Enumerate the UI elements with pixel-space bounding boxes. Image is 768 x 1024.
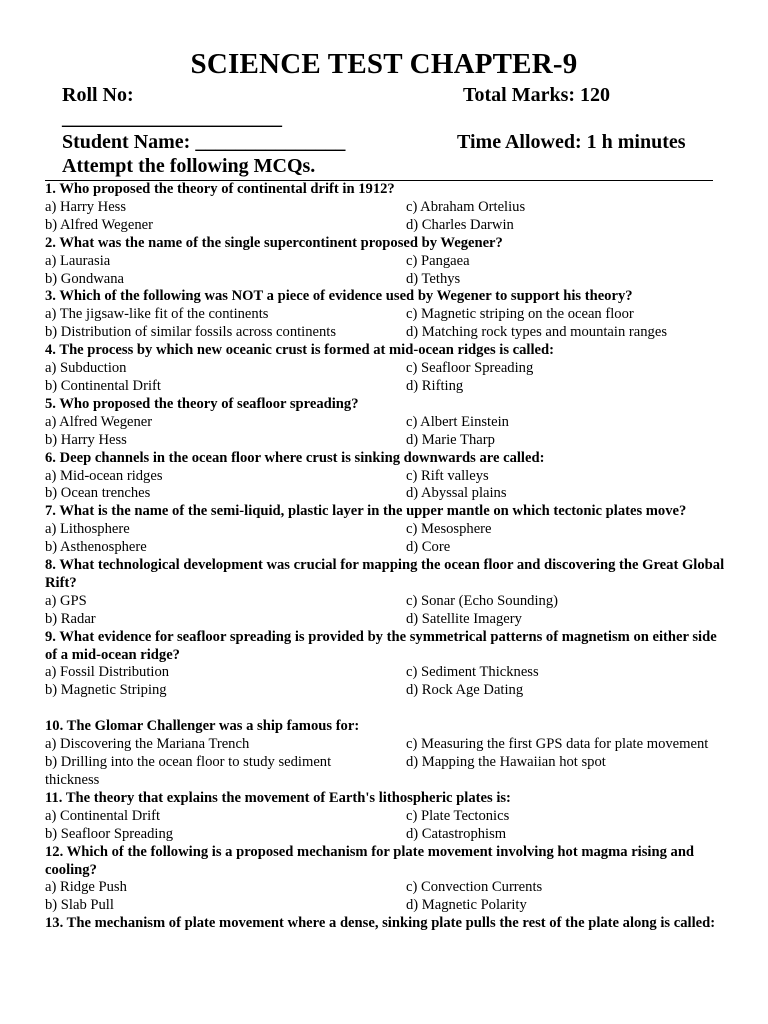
question-text: 3. Which of the following was NOT a piece of evidence used by Wegener to support his theory?: [45, 288, 633, 305]
question-item: [45, 181, 725, 235]
option-a: a) Lithosphere: [45, 521, 130, 538]
option-c: c) Albert Einstein: [406, 413, 509, 430]
option-c: c) Abraham Ortelius: [406, 198, 526, 215]
option-a: a) Ridge Push: [45, 879, 127, 896]
question-text: 1. Who proposed the theory of continental drift in 1912?: [45, 181, 395, 197]
option-b: b) Slab Pull: [45, 897, 114, 914]
option-d: d) Satellite Imagery: [406, 610, 522, 627]
option-c: c) Plate Tectonics: [406, 807, 510, 824]
question-item: [45, 450, 725, 504]
option-c: c) Sediment Thickness: [406, 664, 539, 681]
option-c: c) Magnetic striping on the ocean floor: [406, 306, 634, 323]
option-b: b) Radar: [45, 610, 96, 627]
student-name: Student Name: _______________: [62, 131, 346, 153]
question-list: [45, 181, 725, 933]
option-c: c) Convection Currents: [406, 879, 543, 896]
option-d: d) Rifting: [406, 377, 464, 394]
option-c: c) Seafloor Spreading: [406, 360, 534, 377]
option-c: c) Rift valleys: [406, 467, 489, 484]
question-item: [45, 342, 725, 396]
question-item: [45, 503, 725, 557]
roll-no-blank: ______________________: [62, 107, 282, 129]
question-text: 5. Who proposed the theory of seafloor spreading?: [45, 395, 359, 412]
question-item: [45, 790, 725, 844]
option-a: a) Subduction: [45, 360, 127, 377]
option-d: d) Rock Age Dating: [406, 682, 524, 699]
option-d: d) Tethys: [406, 270, 461, 287]
option-a: a) Alfred Wegener: [45, 413, 153, 430]
option-b: b) Ocean trenches: [45, 485, 151, 502]
option-a: a) Fossil Distribution: [45, 664, 170, 681]
instruction: Attempt the following MCQs.: [62, 155, 316, 177]
question-text: 4. The process by which new oceanic crust is formed at mid-ocean ridges is called:: [45, 342, 554, 359]
option-b: b) Asthenosphere: [45, 539, 147, 556]
option-a: a) GPS: [45, 592, 87, 609]
option-b: b) Continental Drift: [45, 377, 161, 394]
total-marks: Total Marks: 120: [463, 84, 611, 106]
spacer: [45, 700, 725, 718]
question-text: 11. The theory that explains the movement of Earth's lithospheric plates is:: [45, 789, 511, 806]
option-b: b) Alfred Wegener: [45, 216, 153, 233]
option-a: a) Mid-ocean ridges: [45, 467, 163, 484]
question-item: [45, 718, 725, 790]
question-item: [45, 235, 725, 289]
option-c: c) Sonar (Echo Sounding): [406, 592, 558, 609]
time-allowed: Time Allowed: 1 h minutes: [457, 131, 686, 153]
option-b: b) Harry Hess: [45, 431, 127, 448]
question-item: [45, 557, 725, 629]
question-text: 2. What was the name of the single supercontinent proposed by Wegener?: [45, 234, 503, 251]
option-a: a) Continental Drift: [45, 807, 161, 824]
option-a: a) Harry Hess: [45, 198, 127, 215]
question-text: 13. The mechanism of plate movement where a dense, sinking plate pulls the rest of the plate along is called:: [45, 915, 716, 932]
option-d: d) Mapping the Hawaiian hot spot: [406, 754, 606, 771]
question-item: [45, 288, 725, 342]
option-b: b) Gondwana: [45, 270, 125, 287]
option-c: c) Mesosphere: [406, 521, 492, 538]
question-item: [45, 915, 725, 933]
page-title: SCIENCE TEST CHAPTER-9: [190, 48, 578, 80]
question-text: 8. What technological development was crucial for mapping the ocean floor and discovering the Great Global Rift?: [45, 557, 725, 591]
option-d: d) Magnetic Polarity: [406, 897, 527, 914]
option-a: a) Discovering the Mariana Trench: [45, 736, 250, 753]
option-c: c) Pangaea: [406, 252, 470, 269]
question-item: [45, 844, 725, 916]
roll-no-label: Roll No:: [62, 84, 134, 106]
question-text: 10. The Glomar Challenger was a ship famous for:: [45, 718, 360, 735]
option-d: d) Marie Tharp: [406, 431, 495, 448]
option-d: d) Catastrophism: [406, 825, 507, 842]
option-b: b) Magnetic Striping: [45, 682, 167, 699]
question-item: [45, 396, 725, 450]
option-d: d) Charles Darwin: [406, 216, 514, 233]
option-a: a) The jigsaw-like fit of the continents: [45, 306, 269, 323]
question-text: 7. What is the name of the semi-liquid, plastic layer in the upper mantle on which tectonic plates move?: [45, 503, 687, 520]
question-item: [45, 629, 725, 701]
option-b: b) Drilling into the ocean floor to study sediment thickness: [45, 754, 332, 788]
question-text: 6. Deep channels in the ocean floor where crust is sinking downwards are called:: [45, 449, 545, 466]
option-b: b) Seafloor Spreading: [45, 825, 174, 842]
question-text: 9. What evidence for seafloor spreading is provided by the symmetrical patterns of magnetism on either side of a mid-ocean ridge?: [45, 628, 717, 663]
option-b: b) Distribution of similar fossils across continents: [45, 324, 337, 341]
option-d: d) Core: [406, 539, 451, 556]
question-text: 12. Which of the following is a proposed mechanism for plate movement involving hot magma rising and cooling?: [45, 843, 695, 878]
option-c: c) Measuring the first GPS data for plate movement: [406, 736, 709, 753]
option-d: d) Abyssal plains: [406, 485, 507, 502]
option-a: a) Laurasia: [45, 252, 111, 269]
option-d: d) Matching rock types and mountain ranges: [406, 324, 667, 341]
